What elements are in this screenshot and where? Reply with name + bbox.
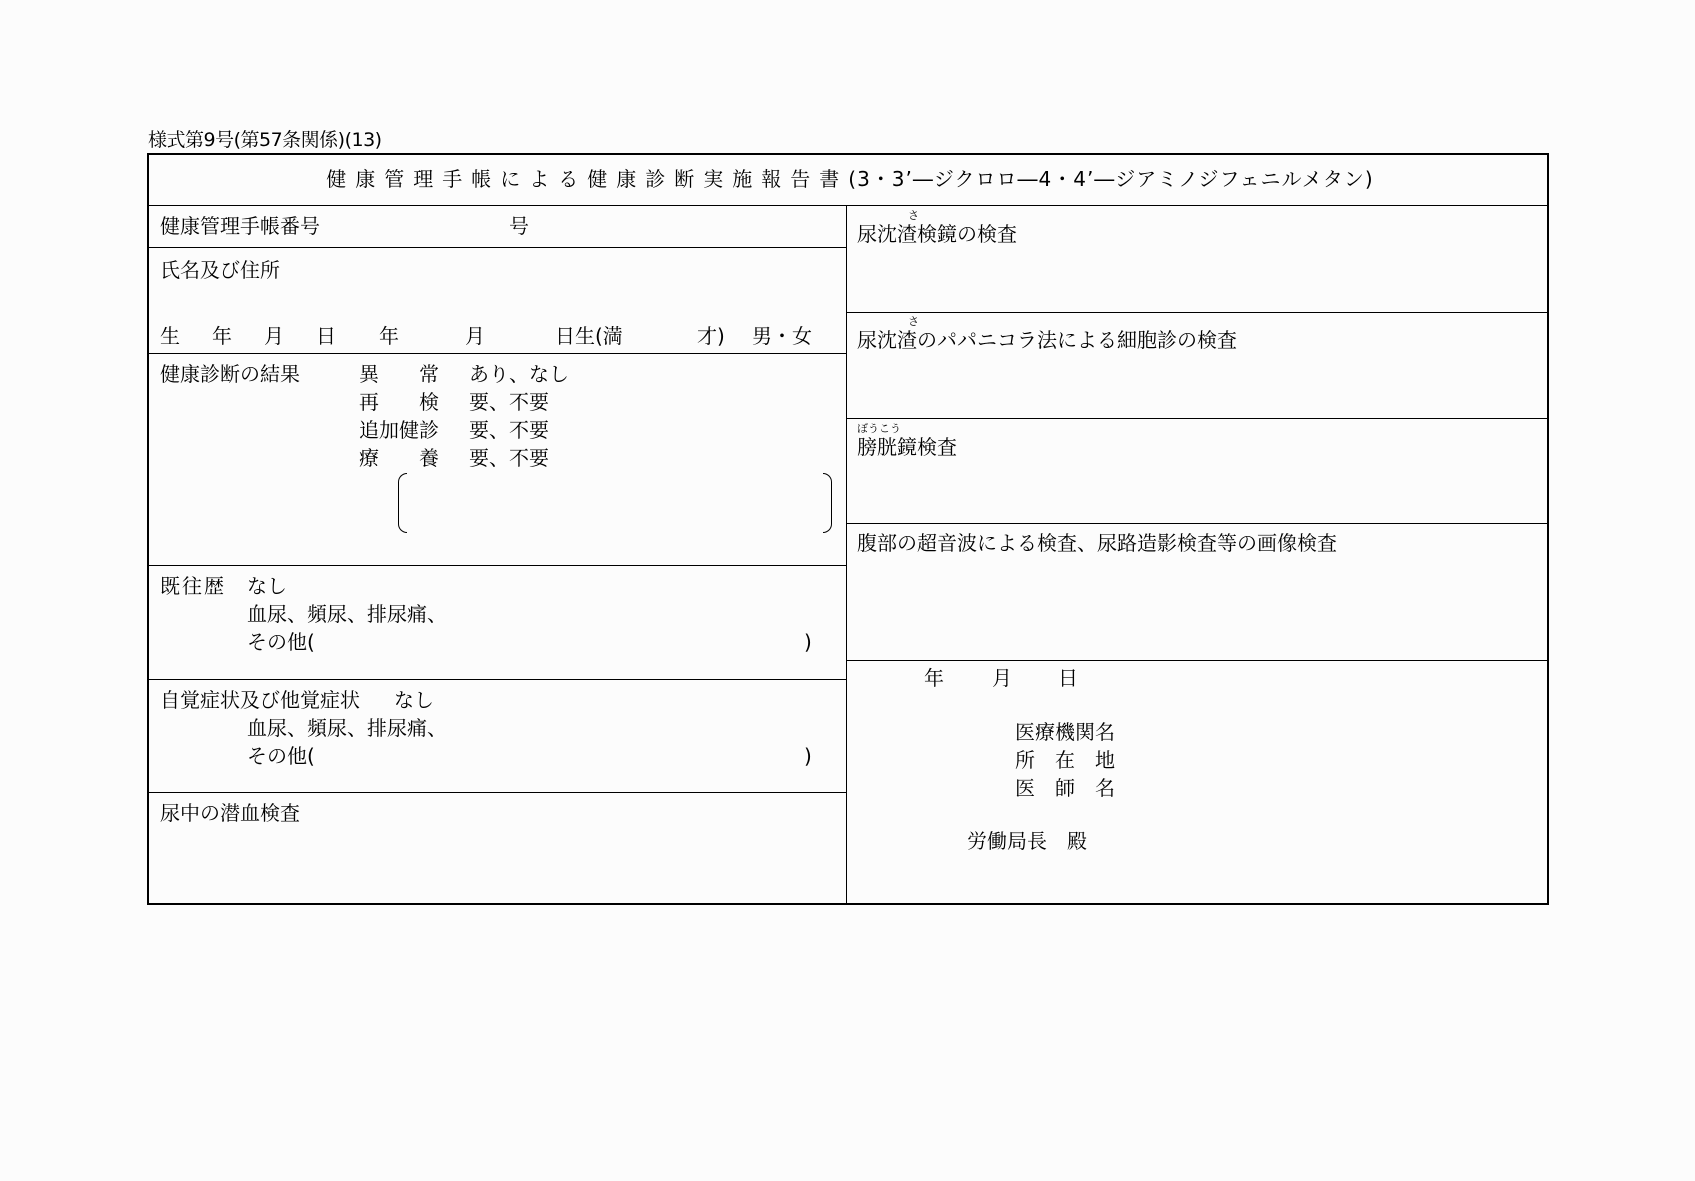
result-item-treatment: 療 養 [359, 446, 439, 470]
result-options-recheck: 要、不要 [469, 390, 549, 414]
column-divider [846, 205, 847, 905]
divider [149, 565, 847, 566]
result-item-recheck: 再 検 [359, 390, 439, 414]
past-history-other-close: ) [804, 630, 812, 654]
divider [847, 312, 1549, 313]
name-address-label: 氏名及び住所 [160, 258, 280, 282]
handbook-number-suffix: 号 [509, 214, 529, 238]
institution-label: 医療機関名 [1015, 720, 1115, 744]
result-options-additional: 要、不要 [469, 418, 549, 442]
past-history-symptoms: 血尿、頻尿、排尿痛、 [247, 602, 447, 626]
addressee-label: 労働局長 殿 [967, 829, 1087, 853]
past-history-label: 既往歴 [160, 574, 226, 598]
symptoms-other-close: ) [804, 744, 812, 768]
birthdate-label: 生 年 月 日 [160, 324, 342, 348]
title-chemical: (3・3’―ジクロロ―4・4’―ジアミノジフェニルメタン) [848, 167, 1374, 191]
occult-blood-label: 尿中の潜血検査 [160, 801, 300, 825]
sign-month: 月 [992, 666, 1012, 690]
symptoms-none: なし [394, 688, 434, 712]
location-label: 所 在 地 [1015, 748, 1115, 772]
doctor-label: 医 師 名 [1015, 776, 1115, 800]
ruby-boukou: ぼうこう [857, 422, 901, 435]
result-options-abnormal: あり、なし [469, 362, 569, 386]
ruby-sa: さ [908, 315, 919, 328]
papanicolaou-label: 尿沈渣のパパニコラ法による細胞診の検査 [857, 328, 1237, 352]
sex: 男・女 [752, 324, 812, 348]
form-title [149, 168, 1551, 190]
bracket-right [823, 473, 832, 533]
birth-month: 月 [465, 324, 485, 348]
handbook-number-label: 健康管理手帳番号 [160, 214, 320, 238]
title-main: 健康管理手帳による健康診断実施報告書 [326, 167, 849, 191]
birth-day: 日生(満 [555, 324, 623, 348]
sign-day: 日 [1058, 666, 1078, 690]
symptoms-label: 自覚症状及び他覚症状 [160, 688, 360, 712]
report-form [147, 153, 1549, 905]
symptoms-list: 血尿、頻尿、排尿痛、 [247, 716, 447, 740]
sediment-microscopy-label: 尿沈渣検鏡の検査 [857, 222, 1017, 246]
divider [847, 660, 1549, 661]
title-divider [149, 205, 1549, 206]
divider [149, 353, 847, 354]
result-item-additional: 追加健診 [359, 418, 439, 442]
ruby-sa: さ [908, 209, 919, 222]
form-number-label: 様式第9号(第57条関係)(13) [148, 129, 382, 151]
imaging-label: 腹部の超音波による検査、尿路造影検査等の画像検査 [857, 531, 1337, 555]
past-history-other: その他( [247, 630, 315, 654]
age: 才) [697, 324, 725, 348]
past-history-none: なし [247, 574, 287, 598]
symptoms-other: その他( [247, 744, 315, 768]
divider [149, 792, 847, 793]
sign-year: 年 [924, 666, 944, 690]
birth-year: 年 [379, 324, 399, 348]
exam-result-label: 健康診断の結果 [160, 362, 300, 386]
result-item-abnormal: 異 常 [359, 362, 439, 386]
divider [149, 247, 847, 248]
divider [149, 679, 847, 680]
result-options-treatment: 要、不要 [469, 446, 549, 470]
bracket-left [398, 473, 407, 533]
cystoscopy-label: 膀胱鏡検査 [857, 435, 957, 459]
divider [847, 418, 1549, 419]
divider [847, 523, 1549, 524]
